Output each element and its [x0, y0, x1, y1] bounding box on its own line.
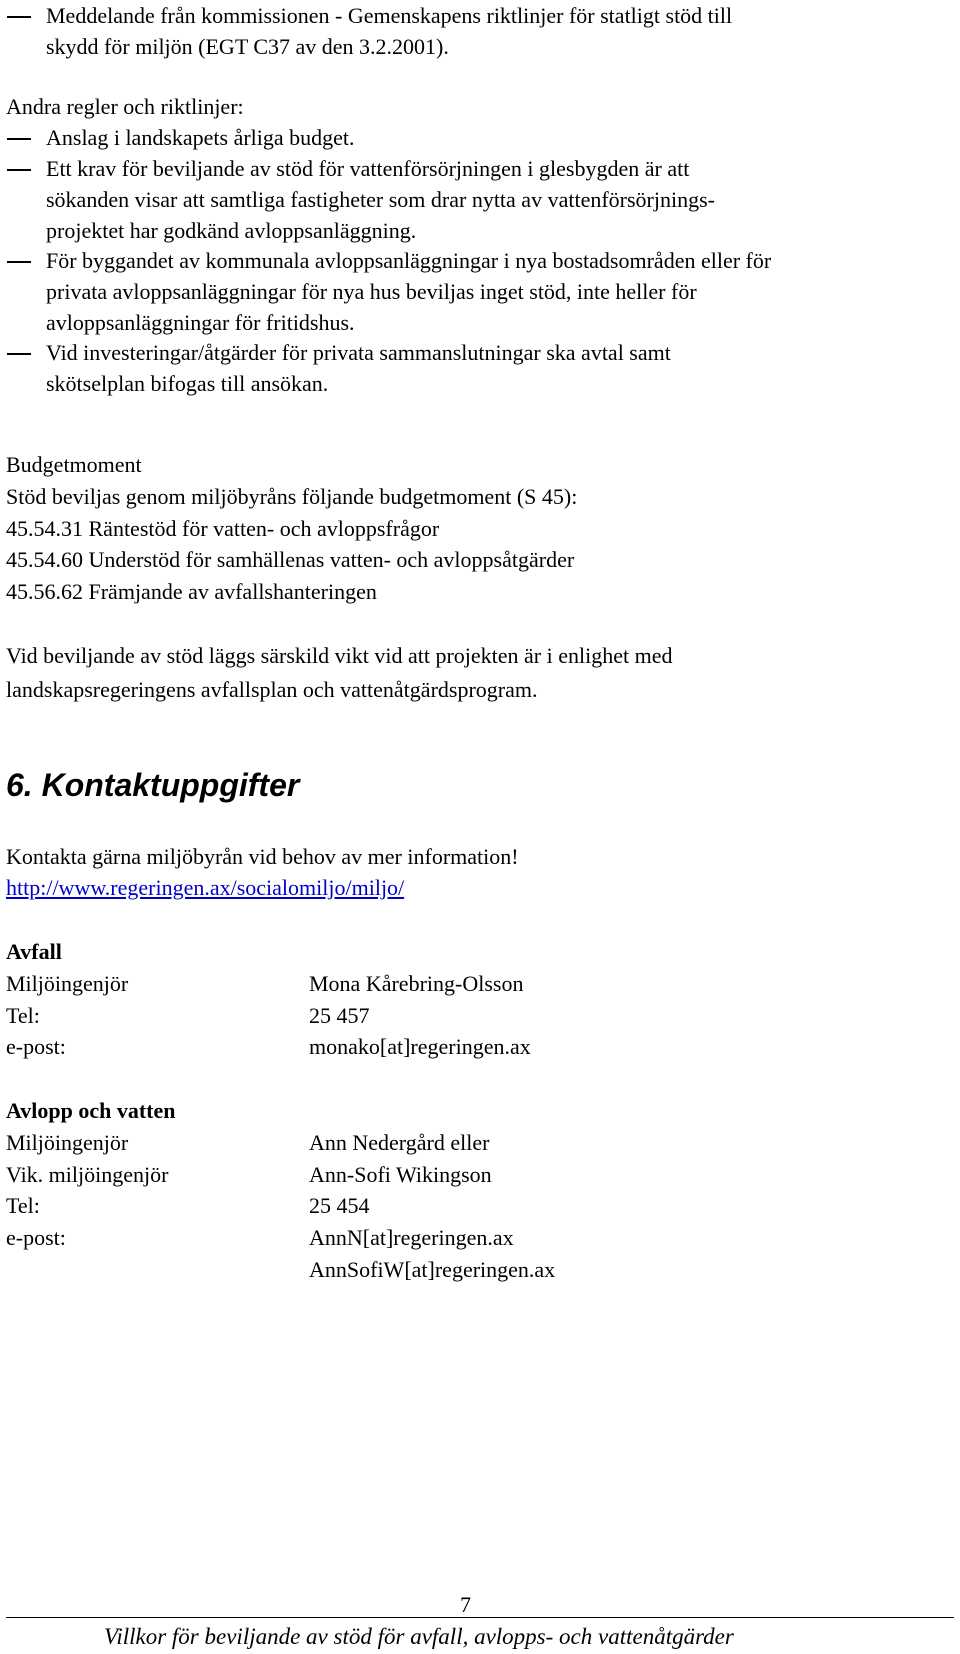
list-item-text: projektet har godkänd avloppsanläggning. — [46, 218, 417, 243]
list-item-text: skötselplan bifogas till ansökan. — [46, 371, 329, 396]
website-link[interactable]: http://www.regeringen.ax/socialomiljo/miljo/ — [6, 875, 405, 900]
page-number: 7 — [460, 1592, 471, 1617]
budget-item: 45.54.60 Understöd för samhällenas vatten- och avloppsåtgärder — [6, 547, 575, 572]
contact-value: AnnSofiW[at]regeringen.ax — [309, 1257, 556, 1282]
contact-row — [6, 1222, 514, 1253]
contact-group-heading: Avlopp och vatten — [6, 1098, 176, 1123]
budget-note: Vid beviljande av stöd läggs särskild vikt vid att projekten är i enlighet med — [6, 643, 673, 668]
contact-value: 25 457 — [309, 1003, 370, 1028]
contact-row — [6, 1159, 492, 1190]
budget-intro: Stöd beviljas genom miljöbyråns följande budgetmoment (S 45): — [6, 484, 578, 509]
budget-item: 45.56.62 Främjande av avfallshanteringen — [6, 579, 377, 604]
contact-label: Miljöingenjör — [6, 971, 129, 996]
footer-divider — [6, 1617, 954, 1618]
contact-group-heading: Avfall — [6, 939, 62, 964]
contact-label: Tel: — [6, 1003, 40, 1028]
contact-label: e-post: — [6, 1225, 66, 1250]
contact-row — [6, 1190, 370, 1221]
contact-value: 25 454 — [309, 1193, 370, 1218]
contact-value: Ann-Sofi Wikingson — [309, 1162, 492, 1187]
list-item-text: Ett krav för beviljande av stöd för vattenförsörjningen i glesbygden är att — [46, 156, 690, 181]
contact-value: AnnN[at]regeringen.ax — [309, 1225, 514, 1250]
contact-row — [6, 1000, 370, 1031]
contact-label: Vik. miljöingenjör — [6, 1162, 169, 1187]
contact-value: Ann Nedergård eller — [309, 1130, 490, 1155]
list-item-text: privata avloppsanläggningar för nya hus beviljas inget stöd, inte heller för — [46, 279, 697, 304]
contact-row — [6, 1031, 531, 1062]
list-item-text: skydd för miljön (EGT C37 av den 3.2.2001). — [46, 34, 449, 59]
list-item-text: sökanden visar att samtliga fastigheter som drar nytta av vattenförsörjnings- — [46, 187, 715, 212]
contact-intro: Kontakta gärna miljöbyrån vid behov av mer information! — [6, 844, 519, 869]
contact-row — [6, 1127, 490, 1158]
list-item-text: Vid investeringar/åtgärder för privata sammanslutningar ska avtal samt — [46, 340, 671, 365]
list-item-text: Meddelande från kommissionen - Gemenskapens riktlinjer för statligt stöd till — [46, 3, 733, 28]
list-item-text: avloppsanläggningar för fritidshus. — [46, 310, 355, 335]
contact-label: Miljöingenjör — [6, 1130, 129, 1155]
section-heading: 6. Kontaktuppgifter — [6, 767, 300, 803]
budget-note: landskapsregeringens avfallsplan och vattenåtgärdsprogram. — [6, 677, 538, 702]
contact-label: e-post: — [6, 1034, 66, 1059]
contact-value: Mona Kårebring-Olsson — [309, 971, 524, 996]
budget-heading: Budgetmoment — [6, 452, 142, 477]
budget-item: 45.54.31 Räntestöd för vatten- och avloppsfrågor — [6, 516, 440, 541]
contact-row — [6, 968, 524, 999]
contact-value: monako[at]regeringen.ax — [309, 1034, 531, 1059]
list-item-text: Anslag i landskapets årliga budget. — [46, 125, 355, 150]
footer-text: Villkor för beviljande av stöd för avfall, avlopps- och vattenåtgärder — [104, 1624, 734, 1649]
contact-label: Tel: — [6, 1193, 40, 1218]
list-item-text: För byggandet av kommunala avloppsanläggningar i nya bostadsområden eller för — [46, 248, 772, 273]
other-rules-heading: Andra regler och riktlinjer: — [6, 94, 244, 119]
